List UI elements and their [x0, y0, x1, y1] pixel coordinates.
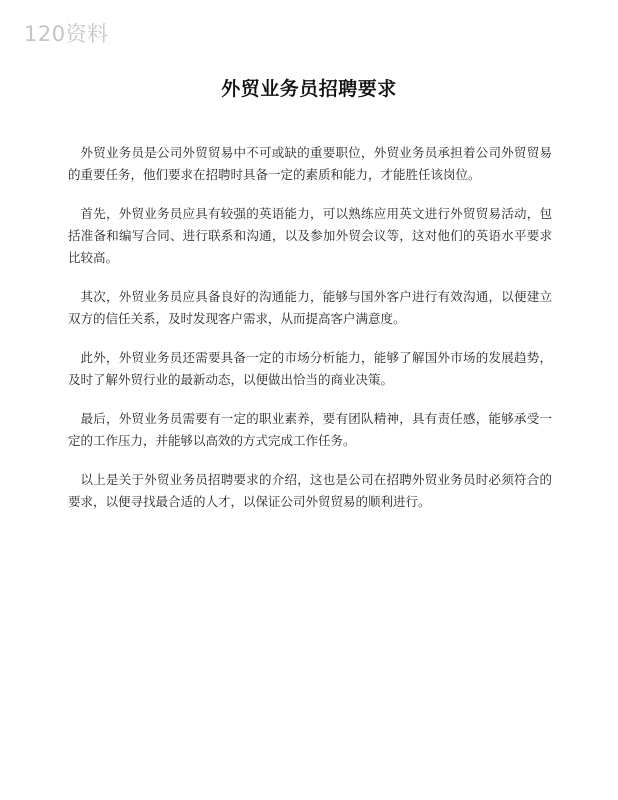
paragraph-professionalism: 最后，外贸业务员需要有一定的职业素养，要有团队精神，具有责任感，能够承受一定的工作压力，并能够以高效的方式完成工作任务。: [68, 411, 552, 448]
document-title: 外贸业务员招聘要求: [221, 78, 397, 100]
paragraph-english-ability: 首先，外贸业务员应具有较强的英语能力，可以熟练应用英文进行外贸贸易活动，包括准备和编写合同、进行联系和沟通，以及参加外贸会议等，这对他们的英语水平要求比较高。: [68, 206, 552, 265]
document-body: [68, 142, 552, 530]
paragraph-market-analysis: 此外，外贸业务员还需要具备一定的市场分析能力，能够了解国外市场的发展趋势，及时了解外贸行业的最新动态，以便做出恰当的商业决策。: [68, 350, 552, 387]
paragraph-intro: 外贸业务员是公司外贸贸易中不可或缺的重要职位，外贸业务员承担着公司外贸贸易的重要任务，他们要求在招聘时具备一定的素质和能力，才能胜任该岗位。: [68, 145, 552, 182]
paragraph-communication: 其次，外贸业务员应具备良好的沟通能力，能够与国外客户进行有效沟通，以便建立双方的信任关系，及时发现客户需求，从而提高客户满意度。: [68, 289, 552, 326]
watermark-text: 120资料: [24, 22, 109, 46]
paragraph-conclusion: 以上是关于外贸业务员招聘要求的介绍，这也是公司在招聘外贸业务员时必须符合的要求，以便寻找最合适的人才，以保证公司外贸贸易的顺利进行。: [68, 472, 552, 509]
